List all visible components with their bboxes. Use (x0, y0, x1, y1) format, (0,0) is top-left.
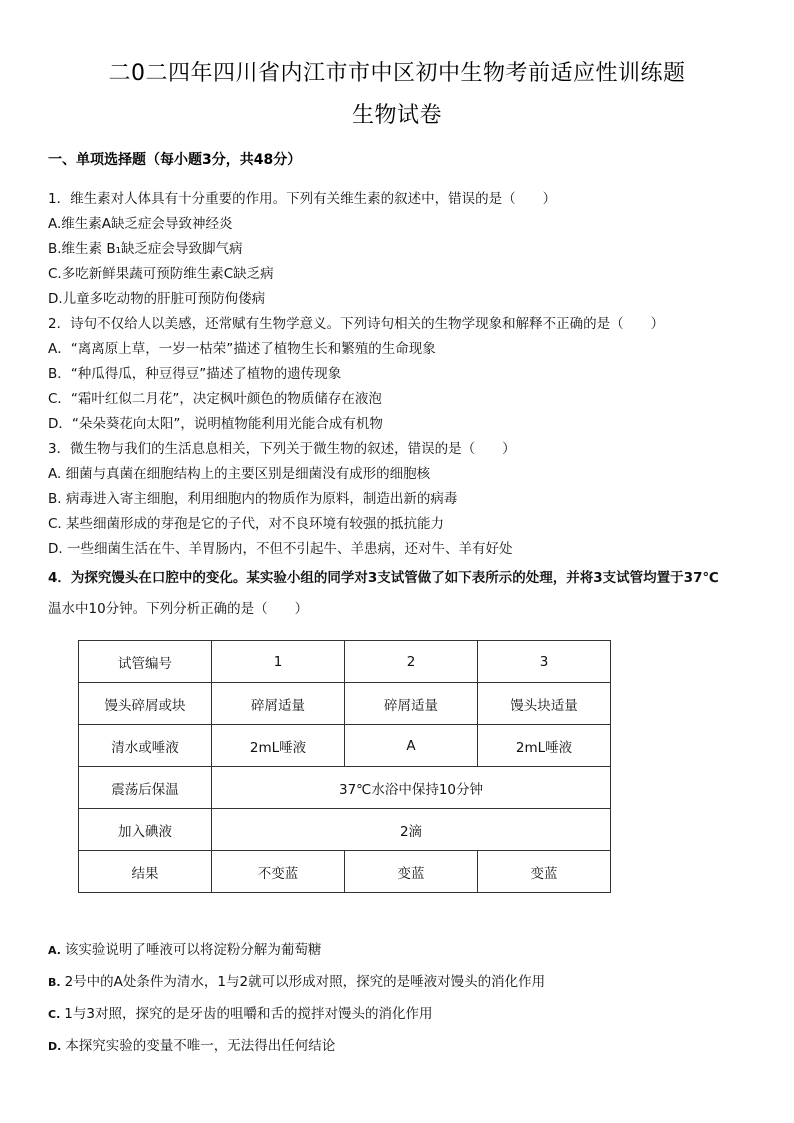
question-1-option-b: B.维生素 B₁缺乏症会导致脚气病 (48, 241, 243, 257)
table-cell: 馒头碎屑或块 (79, 683, 212, 725)
question-1-option-a: A.维生素A缺乏症会导致神经炎 (48, 216, 233, 232)
table-row (79, 809, 611, 851)
table-cell: 碎屑适量 (212, 683, 345, 725)
question-4-option-b (48, 970, 545, 990)
table-cell: 不变蓝 (212, 851, 345, 893)
table-cell: 结果 (79, 851, 212, 893)
table-row (79, 767, 611, 809)
question-1-option-d: D.儿童多吃动物的肝脏可预防佝偻病 (48, 291, 266, 307)
table-cell: 变蓝 (478, 851, 611, 893)
exam-title: 二0二四年四川省内江市市中区初中生物考前适应性训练题 (108, 61, 686, 86)
table-cell: 变蓝 (345, 851, 478, 893)
table-cell: 加入碘液 (79, 809, 212, 851)
question-4-option-d (48, 1034, 335, 1054)
question-1-stem: 1．维生素对人体具有十分重要的作用。下列有关维生素的叙述中，错误的是（ ） (48, 191, 557, 207)
option-text: 2号中的A处条件为清水，1与2就可以形成对照，探究的是唾液对馒头的消化作用 (64, 974, 546, 990)
table-cell: 2mL唾液 (212, 725, 345, 767)
table-cell: 碎屑适量 (345, 683, 478, 725)
table-cell: 试管编号 (79, 641, 212, 683)
table-cell: 2 (345, 641, 478, 683)
question-3-stem: 3．微生物与我们的生活息息相关，下列关于微生物的叙述，错误的是（ ） (48, 441, 516, 457)
question-3-option-d: D. 一些细菌生活在牛、羊胃肠内，不但不引起牛、羊患病，还对牛、羊有好处 (48, 541, 513, 557)
table-cell: 馒头块适量 (478, 683, 611, 725)
table-row (79, 641, 611, 683)
table-row (79, 725, 611, 767)
exam-subtitle: 生物试卷 (351, 103, 442, 128)
question-3-option-b: B. 病毒进入寄主细胞，利用细胞内的物质作为原料，制造出新的病毒 (48, 491, 458, 507)
question-3-option-a: A. 细菌与真菌在细胞结构上的主要区别是细菌没有成形的细胞核 (48, 466, 431, 482)
question-4-stem-line1: 4．为探究馒头在口腔中的变化。某实验小组的同学对3支试管做了如下表所示的处理，并将3支试管均置于37℃ (48, 570, 719, 586)
option-label: D. (48, 1040, 62, 1053)
question-2-option-a: A．“离离原上草，一岁一枯荣”描述了植物生长和繁殖的生命现象 (48, 341, 436, 357)
table-cell: 清水或唾液 (79, 725, 212, 767)
question-2-option-d: D．“朵朵葵花向太阳”，说明植物能利用光能合成有机物 (48, 416, 383, 432)
table-cell: A (345, 725, 478, 767)
question-1-option-c: C.多吃新鲜果蔬可预防维生素C缺乏病 (48, 266, 274, 282)
option-text: 1与3对照，探究的是牙齿的咀嚼和舌的搅拌对馒头的消化作用 (64, 1006, 433, 1022)
table-cell-merged: 37℃水浴中保持10分钟 (212, 767, 611, 809)
question-4-stem-line2: 温水中10分钟。下列分析正确的是（ ） (48, 601, 309, 617)
option-text: 该实验说明了唾液可以将淀粉分解为葡萄糖 (64, 942, 322, 958)
question-2-option-c: C．“霜叶红似二月花”，决定枫叶颜色的物质储存在液泡 (48, 391, 382, 407)
option-label: B. (48, 976, 61, 989)
question-4-option-a (48, 938, 321, 958)
section-heading: 一、单项选择题（每小题3分，共48分） (48, 152, 302, 168)
question-4-option-c (48, 1002, 432, 1022)
question-2-option-b: B．“种瓜得瓜，种豆得豆”描述了植物的遗传现象 (48, 366, 342, 382)
table-row (79, 683, 611, 725)
table-cell: 震荡后保温 (79, 767, 212, 809)
experiment-table (78, 640, 611, 893)
option-label: A. (48, 944, 61, 957)
table-cell: 1 (212, 641, 345, 683)
table-cell: 3 (478, 641, 611, 683)
option-text: 本探究实验的变量不唯一，无法得出任何结论 (65, 1038, 336, 1054)
question-3-option-c: C. 某些细菌形成的芽孢是它的子代，对不良环境有较强的抵抗能力 (48, 516, 445, 532)
table-cell-merged: 2滴 (212, 809, 611, 851)
table-cell: 2mL唾液 (478, 725, 611, 767)
table-row (79, 851, 611, 893)
option-label: C. (48, 1008, 61, 1021)
question-2-stem: 2．诗句不仅给人以美感，还常赋有生物学意义。下列诗句相关的生物学现象和解释不正确的是（ ） (48, 316, 665, 332)
